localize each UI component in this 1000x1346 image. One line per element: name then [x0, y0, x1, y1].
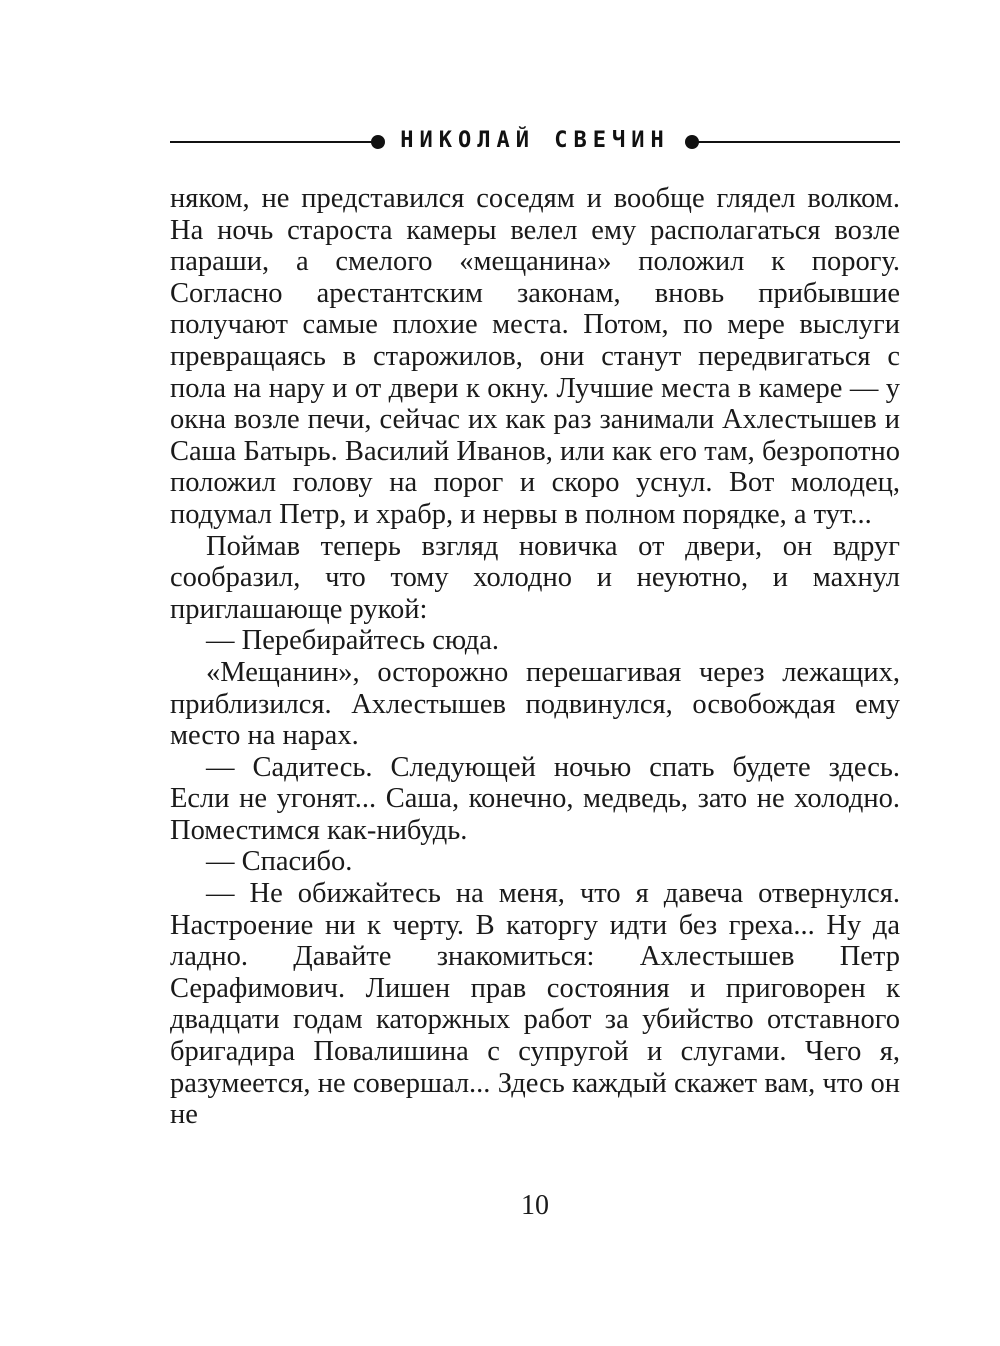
page-number: 10: [521, 1190, 549, 1221]
paragraph-3: — Перебирайтесь сюда.: [206, 625, 500, 657]
paragraph-6: — Спасибо.: [206, 846, 353, 878]
paragraph-4: «Мещанин», осторожно перешагивая через лежащих, приблизился. Ахлестышев подвинулся, освобождая ему место на нарах.: [170, 656, 900, 752]
paragraph-1: няком, не представился соседям и вообще глядел волком. На ночь староста камеры велел ему располагаться возле параши, а смелого «мещанина» положил к порогу. Согласно арестантским законам, вновь прибывшие получают самые плохие места. Потом, по мере выслуги превращаясь в старожилов, они станут передвигаться с пола на нару и от двери к окну. Лучшие места в камере — у окна возле печи, сейчас их как раз занимали Ахлестышев и Саша Батырь. Василий Иванов, или как его там, безропотно положил голову на порог и скоро уснул. Вот молодец, подумал Петр, и храбр, и нервы в полном порядке, а тут...: [170, 183, 900, 530]
header-rule-right: [695, 141, 900, 143]
running-header: [170, 124, 900, 160]
header-author: НИКОЛАЙ СВЕЧИН: [400, 128, 670, 153]
page-body: [170, 183, 900, 1131]
paragraph-2: Поймав теперь взгляд новичка от двери, он вдруг сообразил, что тому холодно и неуютно, и махнул приглашающе рукой:: [170, 530, 900, 625]
paragraph-5: — Садитесь. Следующей ночью спать будете здесь. Если не угонят... Саша, конечно, медведь, зато не холодно. Поместимся как-нибудь.: [170, 751, 900, 846]
paragraph-7: — Не обижайтесь на меня, что я давеча отвернулся. Настроение ни к черту. В каторгу идти без греха... Ну да ладно. Давайте знакомиться: Ахлестышев Петр Серафимович. Лишен прав состояния и приговорен к двадцати годам каторжных работ за убийство отставного бригадира Повалишина с супругой и слугами. Чего я, разумеется, не совершал... Здесь каждый скажет вам, что он не: [170, 878, 900, 1131]
